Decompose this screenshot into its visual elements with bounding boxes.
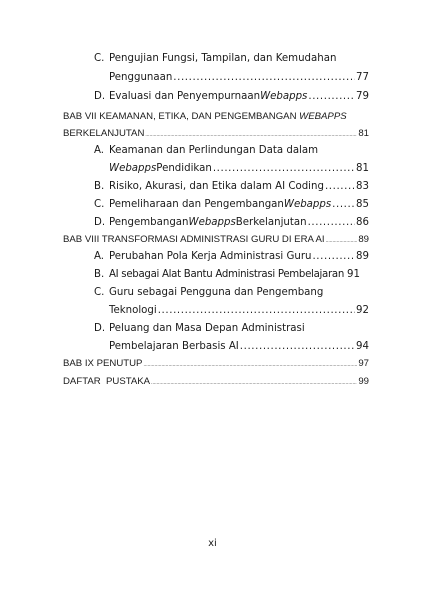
- toc-bab8: [63, 233, 369, 248]
- leader-dots: [308, 216, 355, 230]
- toc-entry-c-pengujian-line1: [94, 52, 336, 66]
- toc-letter: A.: [94, 145, 105, 156]
- toc-letter: D.: [94, 91, 106, 102]
- leader-dots: [143, 358, 357, 372]
- toc-letter: C.: [94, 53, 105, 64]
- toc-letter: C.: [94, 287, 105, 298]
- toc-text: Evaluasi dan Penyempurnaan: [109, 91, 261, 102]
- toc-text: Pembelajaran Berbasis AI: [109, 341, 239, 352]
- toc-text: Penggunaan: [109, 72, 173, 83]
- toc-bab7-line2: [63, 127, 369, 142]
- toc-page: 94: [356, 341, 369, 352]
- toc-page: 89: [358, 234, 369, 245]
- toc-entry-a-keamanan-line2: [109, 162, 369, 176]
- toc-text: BAB VIII TRANSFORMASI ADMINISTRASI GURU DI ERA AI: [63, 234, 325, 245]
- toc-entry-d-peluang-line1: [94, 322, 305, 336]
- toc-text: Keamanan dan Perlindungan Data dalam: [109, 145, 319, 156]
- toc-bab7-line1: [63, 110, 347, 124]
- toc-page: 81: [356, 163, 369, 174]
- toc-text: Pendidikan: [156, 163, 212, 174]
- toc-text: Risiko, Akurasi, dan Etika dalam AI Coding: [109, 181, 324, 192]
- toc-letter: C.: [94, 199, 105, 210]
- leader-dots: [240, 340, 355, 354]
- toc-letter: A.: [94, 251, 105, 262]
- toc-text-italic: Webapps: [260, 91, 308, 102]
- toc-letter: B.: [94, 181, 105, 192]
- toc-page: 91: [346, 269, 360, 280]
- toc-text: Pengembangan: [109, 217, 189, 228]
- toc-text: Peluang dan Masa Depan Administrasi: [109, 323, 305, 334]
- toc-page: 92: [356, 305, 369, 316]
- toc-text: BAB IX PENUTUP: [63, 358, 143, 369]
- toc-text-italic: Webapps: [188, 217, 236, 228]
- toc-entry-d-evaluasi: [94, 90, 369, 104]
- toc-letter: D.: [94, 217, 106, 228]
- leader-dots: [326, 234, 358, 248]
- leader-dots: [332, 198, 355, 212]
- toc-page: 97: [358, 358, 369, 369]
- toc-page: 89: [356, 251, 369, 262]
- toc-page: 86: [356, 217, 369, 228]
- toc-page: 85: [356, 199, 369, 210]
- leader-dots: [308, 90, 355, 104]
- leader-dots: [145, 128, 357, 142]
- toc-bab9: [63, 357, 369, 372]
- toc-entry-d-peluang-line2: [109, 340, 369, 354]
- leader-dots: [213, 162, 355, 176]
- toc-text: Guru sebagai Pengguna dan Pengembang: [109, 287, 324, 298]
- toc-entry-c-guru-line1: [94, 286, 323, 300]
- toc-text: AI sebagai Alat Bantu Administrasi Pembelajaran: [109, 269, 344, 280]
- toc-page: 77: [356, 72, 369, 83]
- toc-entry-a-perubahan: [94, 250, 369, 264]
- toc-entry-a-keamanan-line1: [94, 144, 318, 158]
- toc-text: Pemeliharaan dan Pengembangan: [109, 199, 284, 210]
- toc-entry-d-pengembangan: [94, 216, 369, 230]
- page-number: xi: [208, 538, 217, 549]
- leader-dots: [325, 180, 355, 194]
- toc-text: Perubahan Pola Kerja Administrasi Guru: [109, 251, 312, 262]
- toc-text: Teknologi: [109, 305, 157, 316]
- toc-text: BAB VII KEAMANAN, ETIKA, DAN PENGEMBANGAN: [63, 111, 300, 122]
- toc-letter: D.: [94, 323, 106, 334]
- toc-page: 79: [356, 91, 369, 102]
- toc-page: 81: [358, 128, 369, 139]
- toc-entry-b-risiko: [94, 180, 369, 194]
- leader-dots: [312, 250, 355, 264]
- toc-letter: B.: [94, 269, 105, 280]
- toc-entry-c-guru-line2: [109, 304, 369, 318]
- leader-dots: [151, 376, 357, 390]
- toc-text: Pengujian Fungsi, Tampilan, dan Kemudahan: [109, 53, 337, 64]
- toc-entry-b-ai: [94, 268, 369, 282]
- toc-text: Berkelanjutan: [235, 217, 307, 228]
- leader-dots: [173, 71, 355, 85]
- toc-entry-c-pemeliharaan: [94, 198, 369, 212]
- toc-text-italic: WEBAPPS: [299, 111, 347, 122]
- toc-entry-c-pengujian-line2: [109, 71, 369, 85]
- toc-text: BERKELANJUTAN: [63, 128, 145, 139]
- toc-page: 99: [358, 376, 369, 387]
- toc-text-italic: Webapps: [283, 199, 332, 210]
- toc-text: DAFTAR PUSTAKA: [63, 376, 151, 387]
- toc-daftar-pustaka: [63, 375, 369, 390]
- toc-text-italic: Webapps: [109, 163, 157, 174]
- toc-page: 83: [356, 181, 369, 192]
- leader-dots: [158, 304, 355, 318]
